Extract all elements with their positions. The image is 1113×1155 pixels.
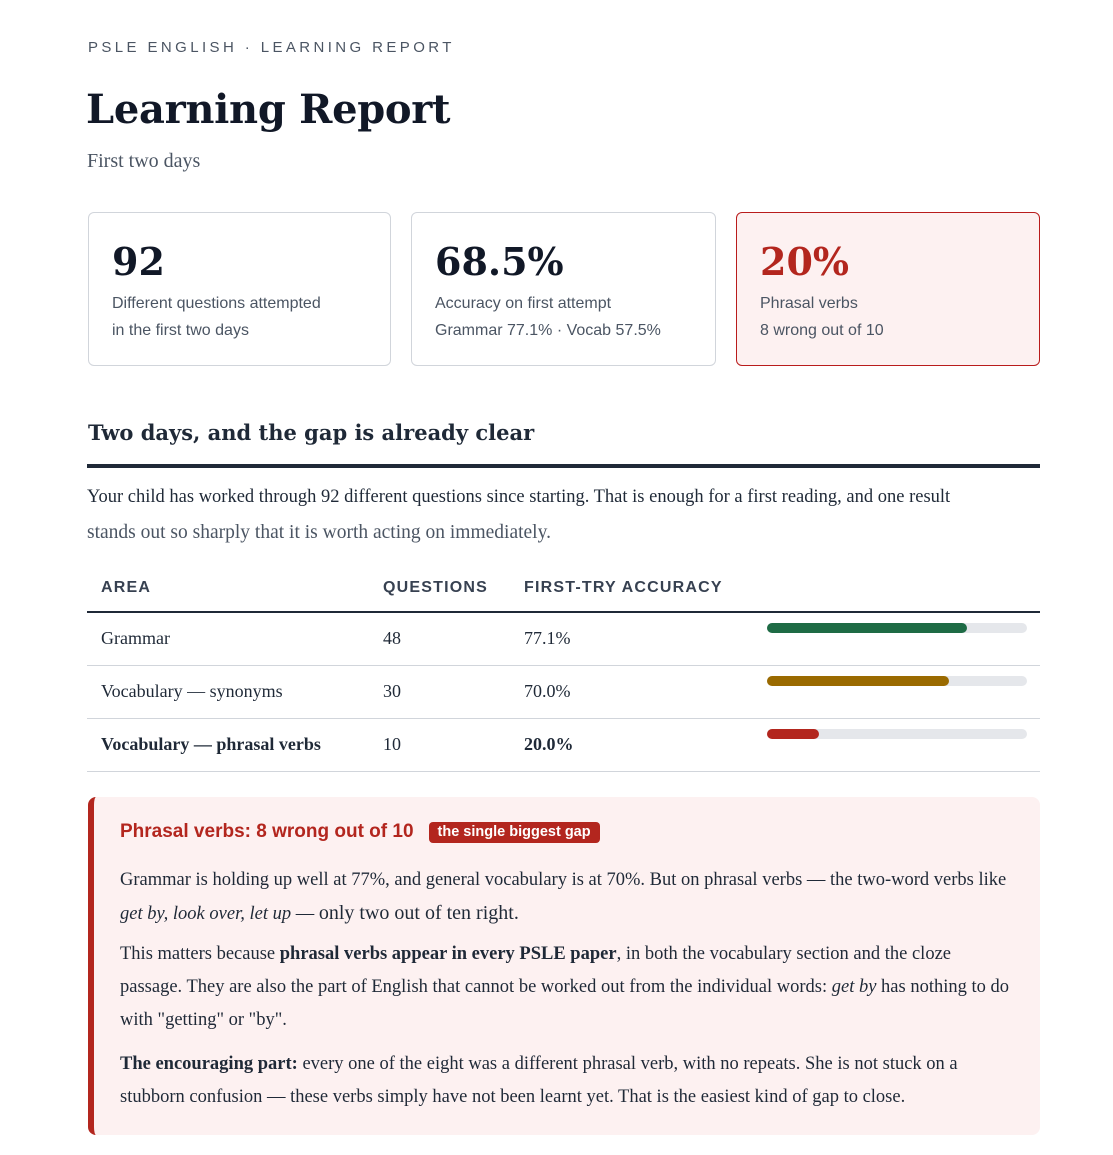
table-row [87,666,1040,719]
table-row [87,719,1040,772]
p2-text-2: , in both the vocabulary section and the cloze passage. They are also the part of English that cannot be worked out from the individual words: [120,944,951,997]
p2-emphasis: phrasal verbs appear in every PSLE paper [279,944,617,964]
stat-value: 92 [112,239,165,284]
accuracy-table [87,567,1040,772]
table-row [87,613,1040,666]
accuracy-bar-track [767,729,1027,739]
row-accuracy: 77.1% [524,628,571,648]
row-area: Vocabulary — synonyms [101,681,283,701]
section-heading: Two days, and the gap is already clear [88,420,535,445]
page-title: Learning Report [86,86,451,133]
row-area: Grammar [101,628,170,648]
header-accuracy: FIRST-TRY ACCURACY [524,579,723,596]
callout-title: Phrasal verbs: 8 wrong out of 10 [120,821,414,842]
p2-example: get by [831,977,877,997]
p1-examples: get by, look over, let up [120,904,292,924]
row-area: Vocabulary — phrasal verbs [101,734,321,754]
row-accuracy: 70.0% [524,681,571,701]
stat-value: 20% [760,239,849,284]
table-header [87,567,1040,613]
accuracy-bar-fill [767,676,949,686]
intro-line-2: stands out so sharply that it is worth acting on immediately. [87,522,551,543]
p2-text: This matters because [120,944,280,964]
stat-sublabel: 8 wrong out of 10 [760,322,884,339]
p3-text: every one of the eight was a different phrasal verb, with no repeats. She is not stuck on a stubborn confusion — these verbs simply have not been learnt yet. That is the easiest kind of gap to close. [120,1054,958,1107]
p3-lead: The encouraging part: [120,1054,298,1074]
accuracy-bar-track [767,623,1027,633]
header-questions: QUESTIONS [383,579,489,596]
accuracy-bar-fill [767,623,967,633]
phrasal-verbs-callout [88,797,1040,1135]
row-questions: 30 [383,681,401,701]
accuracy-bar-fill [767,729,819,739]
p2-text-3: has nothing to do with "getting" or "by". [120,977,1010,1030]
stat-card-accuracy [411,212,716,366]
stat-value: 68.5% [435,239,564,284]
stat-label: Different questions attempted [112,295,321,312]
stat-sublabel: in the first two days [112,322,249,339]
row-questions: 48 [383,628,401,648]
stat-card-phrasal-verbs [736,212,1040,366]
row-questions: 10 [383,734,401,754]
stat-label: Phrasal verbs [760,295,858,312]
gap-badge: the single biggest gap [429,822,600,843]
callout-paragraph-3 [120,1048,1014,1114]
header-area: AREA [101,579,152,596]
intro-line-1: Your child has worked through 92 different questions since starting. That is enough for a first reading, and one result [87,487,951,507]
section-divider [87,464,1040,468]
stat-sublabel: Grammar 77.1% · Vocab 57.5% [435,322,661,339]
accuracy-bar-track [767,676,1027,686]
report-eyebrow: PSLE ENGLISH · LEARNING REPORT [88,39,455,56]
callout-paragraph-2 [120,938,1014,1037]
page-subtitle: First two days [87,150,201,172]
intro-paragraph [87,480,1047,550]
stat-card-questions [88,212,391,366]
p1-text: Grammar is holding up well at 77%, and general vocabulary is at 70%. But on phrasal verbs — the two-word verbs like [120,870,1007,890]
row-accuracy: 20.0% [524,734,574,754]
p1-dash: — [291,904,319,924]
stat-label: Accuracy on first attempt [435,295,612,312]
callout-paragraph-1 [120,864,1014,931]
p1-tail: only two out of ten right. [318,902,519,924]
